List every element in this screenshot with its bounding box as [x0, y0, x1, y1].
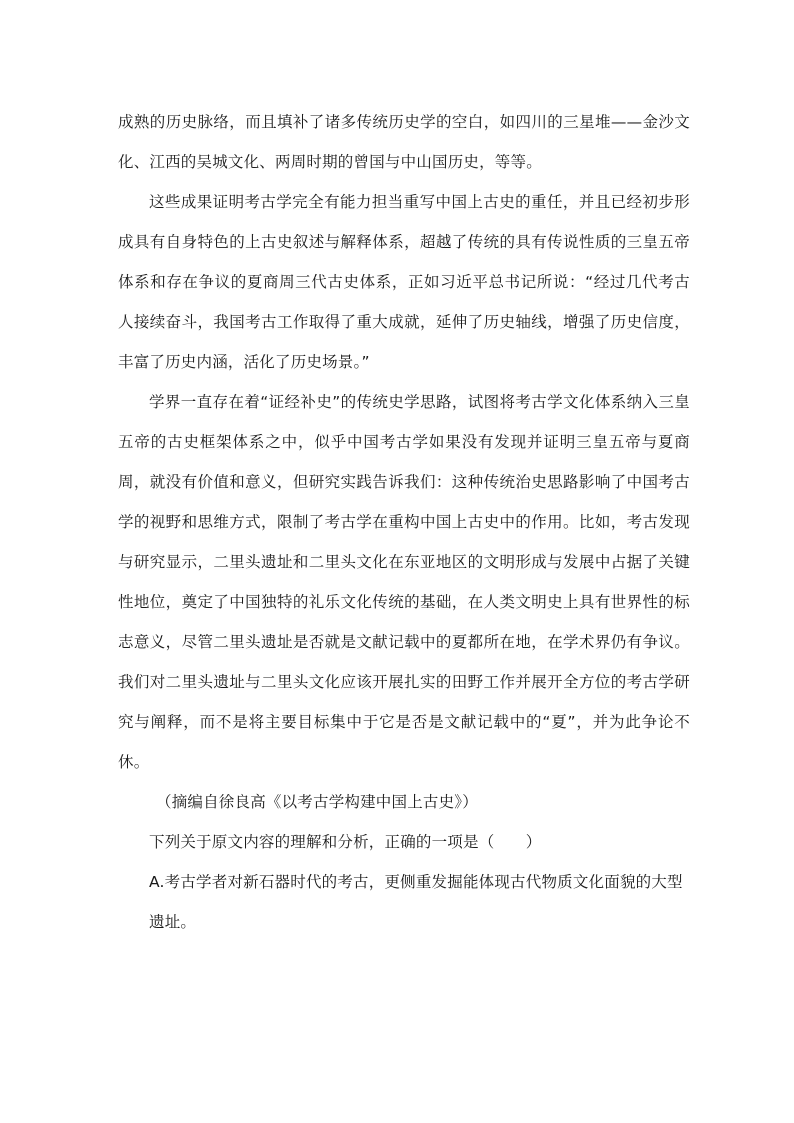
paragraph-1: 成熟的历史脉络，而且填补了诸多传统历史学的空白，如四川的三星堆——金沙文化、江西的吴城文化、两周时期的曾国与中山国历史，等等。	[118, 113, 690, 171]
article-body	[118, 102, 690, 942]
option-a: A.考古学者对新石器时代的考古，更侧重发掘能体现古代物质文化面貌的大型遗址。	[149, 873, 683, 931]
paragraph-2: 这些成果证明考古学完全有能力担当重写中国上古史的重任，并且已经初步形成具有自身特色的上古史叙述与解释体系，超越了传统的具有传说性质的三皇五帝体系和存在争议的夏商周三代古史体系，正如习近平总书记所说：“经过几代考古人接续奋斗，我国考古工作取得了重大成就，延伸了历史轴线，增强了历史信度，丰富了历史内涵，活化了历史场景。”	[118, 193, 690, 371]
source-citation: （摘编自徐良高《以考古学构建中国上古史》）	[156, 793, 478, 811]
paragraph-3: 学界一直存在着“证经补史”的传统史学思路，试图将考古学文化体系纳入三皇五帝的古史框架体系之中，似乎中国考古学如果没有发现并证明三皇五帝与夏商周，就没有价值和意义，但研究实践告诉我们：这种传统治史思路影响了中国考古学的视野和思维方式，限制了考古学在重构中国上古史中的作用。比如，考古发现与研究显示，二里头遗址和二里头文化在东亚地区的文明形成与发展中占据了关键性地位，奠定了中国独特的礼乐文化传统的基础，在人类文明史上具有世界性的标志意义，尽管二里头遗址是否就是文献记载中的夏都所在地，在学术界仍有争议。我们对二里头遗址与二里头文化应该开展扎实的田野工作并展开全方位的考古学研究与阐释，而不是将主要目标集中于它是否是文献记载中的“夏”，并为此争论不休。	[118, 393, 690, 771]
question-stem: 下列关于原文内容的理解和分析，正确的一项是（ ）	[149, 833, 542, 851]
